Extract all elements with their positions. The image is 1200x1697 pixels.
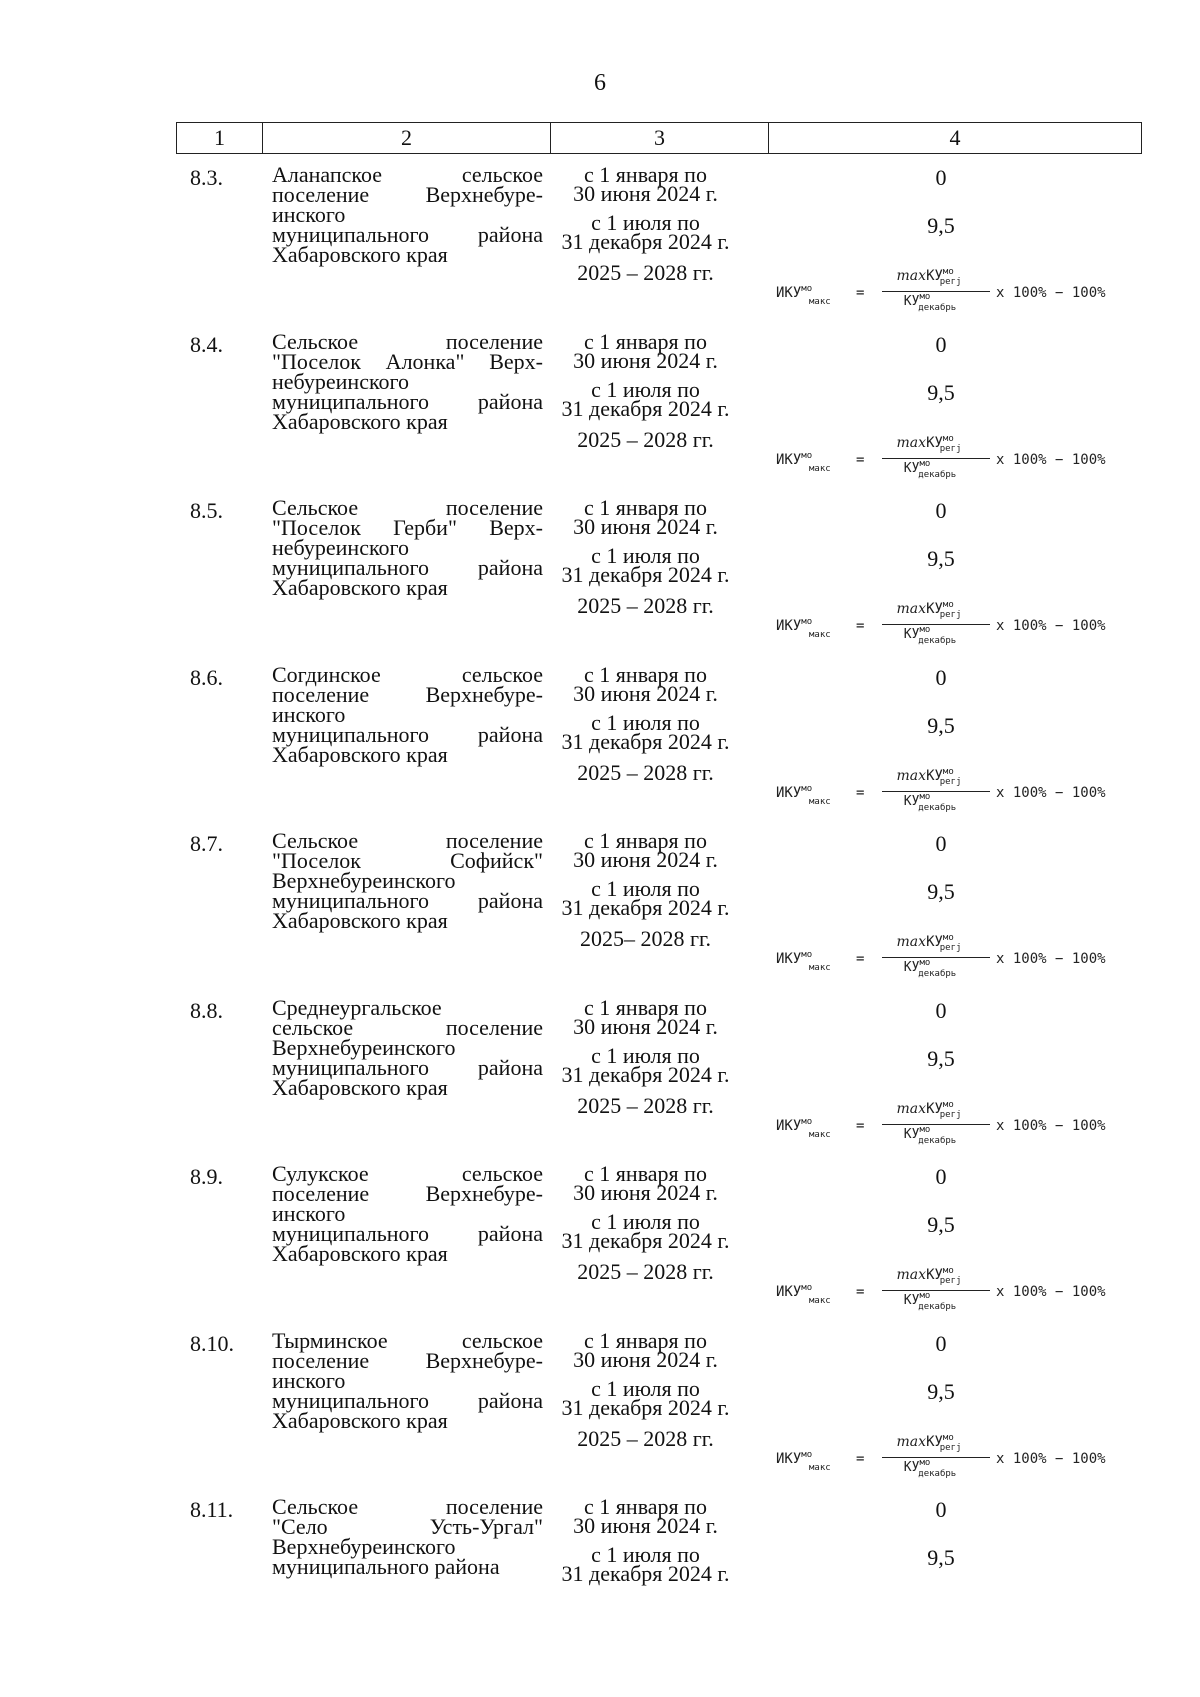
settlement-name <box>272 994 543 1100</box>
period-1-line-2: 30 июня 2024 г. <box>573 1180 718 1205</box>
period-2-line-1: с 1 июля по <box>591 1209 700 1234</box>
formula-den-sub: декабрь <box>918 969 957 979</box>
settlement-name-line: муниципального района <box>272 388 543 414</box>
formula-den-sup: мо <box>919 1457 931 1468</box>
formula-num-sub: регj <box>939 943 962 953</box>
formula-lhs-main: ИКУ <box>776 618 802 634</box>
row-number: 8.9. <box>190 1164 223 1189</box>
formula-tail: x 100% − 100% <box>996 951 1106 967</box>
formula-fraction-bar <box>882 791 990 792</box>
settlement-name <box>272 1161 543 1266</box>
formula-den-main: КУ <box>903 960 920 975</box>
formula-denominator <box>882 958 990 979</box>
period-1-line-2: 30 июня 2024 г. <box>573 347 718 373</box>
formula-den-main: КУ <box>903 1459 920 1475</box>
formula <box>776 1101 1136 1151</box>
formula-den-sub: декабрь <box>918 1302 957 1312</box>
value-1: 0 <box>935 997 947 1023</box>
period-3: 2025 – 2028 гг. <box>577 759 714 785</box>
formula-num-sup: мо <box>942 1432 954 1443</box>
formula-denominator <box>882 1457 990 1479</box>
settlement-name-line: Хабаровского края <box>272 908 448 933</box>
value-2: 9,5 <box>927 1212 955 1237</box>
value-2: 9,5 <box>927 1045 955 1071</box>
formula-den-main: КУ <box>903 793 920 809</box>
formula-num-sup: мо <box>942 1266 954 1276</box>
settlement-name-line: сельское поселение <box>272 1014 543 1040</box>
formula-num-sub: регj <box>939 610 962 620</box>
formula-lhs-main: ИКУ <box>776 1117 802 1134</box>
formula-lhs-sub: макс <box>809 297 831 307</box>
period-2-line-2: 31 декабря 2024 г. <box>561 1061 730 1087</box>
formula <box>776 768 1136 818</box>
value-2: 9,5 <box>927 546 955 571</box>
formula-num-sup: мо <box>942 267 954 277</box>
formula-denominator <box>882 791 990 813</box>
period-2-line-2: 31 декабря 2024 г. <box>561 1394 730 1420</box>
formula-numerator <box>882 1099 990 1120</box>
period-1-line-1: с 1 января по <box>584 661 707 687</box>
formula-tail: x 100% − 100% <box>996 618 1106 634</box>
formula-num-main: КУ <box>926 268 943 284</box>
period-3: 2025 – 2028 гг. <box>577 593 714 618</box>
settlement-name-line: муниципального района <box>272 1221 543 1246</box>
formula-num-sub: регj <box>939 776 962 787</box>
formula-fraction-bar <box>882 624 990 625</box>
formula-num-main: КУ <box>926 601 943 617</box>
settlement-name-line: Сельское поселение <box>272 828 543 853</box>
formula-equals: = <box>856 1284 865 1300</box>
row-number: 8.6. <box>190 664 223 690</box>
formula-tail: x 100% − 100% <box>996 1117 1106 1134</box>
formula-denominator <box>882 458 990 480</box>
formula-den-sup: мо <box>919 292 931 302</box>
formula-lhs-main: ИКУ <box>776 951 802 967</box>
formula-equals: = <box>856 784 865 801</box>
settlement-name <box>272 661 543 767</box>
formula-num-main: КУ <box>926 1100 943 1117</box>
row-number: 8.8. <box>190 997 223 1023</box>
value-2: 9,5 <box>927 1545 955 1570</box>
period-2-line-2: 31 декабря 2024 г. <box>561 395 730 421</box>
table-row <box>176 162 1142 325</box>
period-1-line-2: 30 июня 2024 г. <box>573 680 718 706</box>
formula-equals: = <box>856 951 865 967</box>
formula-lhs <box>776 1116 831 1140</box>
formula-denominator <box>882 1124 990 1146</box>
formula-fraction-bar <box>882 1457 990 1458</box>
table-row <box>176 1494 1142 1657</box>
table-row <box>176 661 1142 825</box>
period-1-line-2: 30 июня 2024 г. <box>573 514 718 539</box>
period-1-line-1: с 1 января по <box>584 328 707 354</box>
period-1-line-2: 30 июня 2024 г. <box>573 181 718 206</box>
formula-fraction-bar <box>882 957 990 958</box>
row-number: 8.5. <box>190 498 223 523</box>
formula-den-sup: мо <box>919 625 931 635</box>
formula-den-sup: мо <box>919 1124 931 1135</box>
formula-tail: x 100% − 100% <box>996 1450 1106 1467</box>
settlement-name-line: муниципального района <box>272 555 543 580</box>
table-row <box>176 828 1142 991</box>
value-1: 0 <box>935 498 947 523</box>
value-2: 9,5 <box>927 1378 955 1404</box>
formula-lhs <box>776 450 831 474</box>
value-1: 0 <box>935 331 947 357</box>
value-2: 9,5 <box>927 712 955 738</box>
header-col-1: 1 <box>177 123 263 153</box>
settlement-name <box>272 1494 543 1579</box>
settlement-name-line: Аланапское сельское <box>272 162 543 187</box>
period-2-line-1: с 1 июля по <box>591 709 700 735</box>
header-col-3: 3 <box>551 123 769 153</box>
value-2: 9,5 <box>927 213 955 238</box>
formula-max: max <box>896 767 927 784</box>
period-2-line-2: 31 декабря 2024 г. <box>561 562 730 587</box>
formula-num-sup: мо <box>942 600 954 610</box>
formula-lhs <box>776 617 831 640</box>
value-1: 0 <box>935 1330 947 1356</box>
period-2-line-1: с 1 июля по <box>591 1375 700 1401</box>
formula-equals: = <box>856 451 865 468</box>
value-1: 0 <box>935 1164 947 1189</box>
settlement-name-line: небуреинского <box>272 535 410 560</box>
formula-num-sub: регj <box>939 443 962 454</box>
settlement-name-line: инского <box>272 1201 346 1226</box>
formula-equals: = <box>856 1450 865 1467</box>
formula <box>776 1267 1136 1317</box>
table-header <box>176 122 1142 154</box>
formula-lhs <box>776 284 831 307</box>
settlement-name-line: Сельское поселение <box>272 328 543 354</box>
formula-lhs-sup: мо <box>801 950 813 960</box>
page-number: 6 <box>594 70 606 96</box>
formula-num-main: КУ <box>926 434 943 451</box>
formula-tail: x 100% − 100% <box>996 1284 1106 1300</box>
formula-den-sub: декабрь <box>918 802 957 813</box>
formula-den-main: КУ <box>903 460 920 476</box>
formula-num-main: КУ <box>926 767 943 784</box>
settlement-name-line: муниципального района <box>272 1554 500 1579</box>
period-3: 2025 – 2028 гг. <box>577 260 714 285</box>
settlement-name-line: инского <box>272 701 346 727</box>
formula-max: max <box>896 1433 927 1450</box>
formula <box>776 934 1136 984</box>
formula-fraction-bar <box>882 1124 990 1125</box>
settlement-name <box>272 495 543 600</box>
settlement-name-line: Хабаровского края <box>272 408 448 434</box>
value-2: 9,5 <box>927 879 955 904</box>
formula-max: max <box>896 268 927 284</box>
period-1-line-1: с 1 января по <box>584 994 707 1020</box>
table-row <box>176 1161 1142 1324</box>
formula-lhs-main: ИКУ <box>776 1284 802 1300</box>
formula <box>776 435 1136 485</box>
formula-den-main: КУ <box>903 1293 920 1308</box>
formula-num-main: КУ <box>926 1267 943 1283</box>
period-2-line-2: 31 декабря 2024 г. <box>561 229 730 254</box>
table-row <box>176 495 1142 658</box>
formula-max: max <box>896 434 927 451</box>
settlement-name-line: Среднеургальское <box>272 994 442 1020</box>
formula-numerator <box>882 433 990 454</box>
settlement-name-line: поселение Верхнебуре- <box>272 681 543 707</box>
period-2-line-1: с 1 июля по <box>591 1542 700 1567</box>
formula-lhs-main: ИКУ <box>776 285 802 301</box>
period-2-line-1: с 1 июля по <box>591 543 700 568</box>
formula-num-sup: мо <box>942 933 954 943</box>
period-1-line-1: с 1 января по <box>584 495 707 520</box>
formula-lhs-sup: мо <box>801 783 813 794</box>
formula-max: max <box>896 1267 927 1283</box>
formula-lhs-sup: мо <box>801 1283 813 1293</box>
period-1-line-2: 30 июня 2024 г. <box>573 1013 718 1039</box>
settlement-name-line: Хабаровского края <box>272 1074 448 1100</box>
settlement-name-line: Хабаровского края <box>272 1407 448 1433</box>
settlement-name <box>272 162 543 267</box>
formula-num-sub: регj <box>939 1109 962 1120</box>
settlement-name-line: Тырминское сельское <box>272 1327 543 1353</box>
formula-lhs-sub: макс <box>809 463 831 474</box>
formula-numerator <box>882 1266 990 1286</box>
formula-num-main: КУ <box>926 934 943 950</box>
settlement-name-line: муниципального района <box>272 888 543 913</box>
row-number: 8.7. <box>190 831 223 856</box>
period-3: 2025 – 2028 гг. <box>577 1259 714 1284</box>
formula-lhs-main: ИКУ <box>776 784 802 801</box>
formula-num-sub: регj <box>939 277 962 287</box>
settlement-name-line: "Поселок Герби" Верх- <box>272 515 543 540</box>
formula-lhs-main: ИКУ <box>776 1450 802 1467</box>
formula-lhs-sub: макс <box>809 1296 831 1306</box>
period-2-line-1: с 1 июля по <box>591 876 700 901</box>
formula-den-sub: декабрь <box>918 1135 957 1146</box>
period-2-line-2: 31 декабря 2024 г. <box>561 1561 730 1586</box>
formula-den-sup: мо <box>919 458 931 469</box>
settlement-name-line: инского <box>272 202 346 227</box>
period-1-line-1: с 1 января по <box>584 1327 707 1353</box>
settlement-name-line: Хабаровского края <box>272 242 448 267</box>
formula-fraction-bar <box>882 1290 990 1291</box>
formula-den-main: КУ <box>903 294 920 309</box>
settlement-name-line: Согдинское сельское <box>272 661 543 687</box>
formula-lhs-sub: макс <box>809 630 831 640</box>
settlement-name-line: Хабаровского края <box>272 575 448 600</box>
formula-lhs <box>776 950 831 973</box>
formula-lhs-sub: макс <box>809 1462 831 1473</box>
period-2-line-2: 31 декабря 2024 г. <box>561 1228 730 1253</box>
formula-tail: x 100% − 100% <box>996 451 1106 468</box>
header-col-2: 2 <box>263 123 551 153</box>
formula-numerator <box>882 600 990 620</box>
formula-denominator <box>882 625 990 646</box>
row-number: 8.11. <box>190 1497 234 1522</box>
table-row <box>176 328 1142 492</box>
settlement-name-line: Хабаровского края <box>272 1241 448 1266</box>
formula-den-sub: декабрь <box>918 303 957 313</box>
formula-den-sup: мо <box>919 958 931 968</box>
formula-fraction-bar <box>882 291 990 292</box>
period-1-line-1: с 1 января по <box>584 1161 707 1186</box>
formula-num-sup: мо <box>942 766 954 777</box>
settlement-name-line: Сулукское сельское <box>272 1161 543 1186</box>
formula-lhs-main: ИКУ <box>776 451 802 468</box>
formula-numerator <box>882 267 990 287</box>
formula-equals: = <box>856 285 865 301</box>
settlement-name-line: Сельское поселение <box>272 495 543 520</box>
formula-equals: = <box>856 1117 865 1134</box>
settlement-name-line: муниципального района <box>272 721 543 747</box>
formula-num-sub: регj <box>939 1442 962 1453</box>
period-3: 2025 – 2028 гг. <box>577 1092 714 1118</box>
settlement-name-line: Хабаровского края <box>272 741 448 767</box>
formula-max: max <box>896 601 927 617</box>
period-1-line-1: с 1 января по <box>584 1494 707 1519</box>
formula-den-sup: мо <box>919 791 931 802</box>
formula-num-sub: регj <box>939 1276 962 1286</box>
value-1: 0 <box>935 664 947 690</box>
formula-numerator <box>882 766 990 787</box>
settlement-name-line: поселение Верхнебуре- <box>272 182 543 207</box>
settlement-name-line: "Поселок Алонка" Верх- <box>272 348 543 374</box>
table-row <box>176 1327 1142 1491</box>
settlement-name-line: Верхнебуреинского <box>272 868 456 893</box>
formula-num-sup: мо <box>942 433 954 444</box>
settlement-name-line: муниципального района <box>272 222 543 247</box>
settlement-name-line: Сельское поселение <box>272 1494 543 1519</box>
formula-den-sup: мо <box>919 1291 931 1301</box>
settlement-name-line: Верхнебуреинского <box>272 1534 456 1559</box>
formula-den-main: КУ <box>903 627 920 642</box>
formula-lhs-sup: мо <box>801 450 813 461</box>
formula-lhs-sub: макс <box>809 796 831 807</box>
row-number: 8.10. <box>190 1330 234 1356</box>
header-col-4: 4 <box>949 125 961 150</box>
value-1: 0 <box>935 1497 947 1522</box>
settlement-name-line: муниципального района <box>272 1054 543 1080</box>
formula <box>776 601 1136 651</box>
formula-denominator <box>882 292 990 313</box>
formula-lhs <box>776 783 831 807</box>
formula-lhs-sub: макс <box>809 1129 831 1140</box>
period-1-line-2: 30 июня 2024 г. <box>573 847 718 872</box>
formula-den-main: КУ <box>903 1126 920 1142</box>
value-2: 9,5 <box>927 379 955 405</box>
formula-lhs-sup: мо <box>801 284 813 294</box>
settlement-name-line: "Село Усть-Ургал" <box>272 1514 543 1539</box>
period-2-line-1: с 1 июля по <box>591 210 700 235</box>
settlement-name <box>272 1327 543 1433</box>
formula-tail: x 100% − 100% <box>996 784 1106 801</box>
settlement-name-line: небуреинского <box>272 368 410 394</box>
value-1: 0 <box>935 165 947 190</box>
formula-max: max <box>896 1100 927 1117</box>
formula-lhs <box>776 1449 831 1473</box>
period-1-line-2: 30 июня 2024 г. <box>573 1513 718 1538</box>
table-row <box>176 994 1142 1158</box>
formula-den-sub: декабрь <box>918 1468 957 1479</box>
settlement-name-line: Верхнебуреинского <box>272 1034 456 1060</box>
formula-denominator <box>882 1291 990 1312</box>
formula <box>776 268 1136 318</box>
settlement-name-line: инского <box>272 1367 346 1393</box>
period-2-line-2: 31 декабря 2024 г. <box>561 895 730 920</box>
formula-fraction-bar <box>882 458 990 459</box>
formula-numerator <box>882 1432 990 1453</box>
value-1: 0 <box>935 831 947 856</box>
formula-num-main: КУ <box>926 1433 943 1450</box>
period-1-line-1: с 1 января по <box>584 828 707 853</box>
period-1-line-1: с 1 января по <box>584 162 707 187</box>
row-number: 8.4. <box>190 331 223 357</box>
formula-lhs-sub: макс <box>809 963 831 973</box>
period-2-line-1: с 1 июля по <box>591 376 700 402</box>
settlement-name-line: поселение Верхнебуре- <box>272 1347 543 1373</box>
period-2-line-2: 31 декабря 2024 г. <box>561 728 730 754</box>
formula <box>776 1434 1136 1484</box>
formula-lhs-sup: мо <box>801 617 813 627</box>
period-1-line-2: 30 июня 2024 г. <box>573 1346 718 1372</box>
row-number: 8.3. <box>190 165 223 190</box>
formula-numerator <box>882 933 990 953</box>
period-3: 2025 – 2028 гг. <box>577 1425 714 1451</box>
settlement-name-line: поселение Верхнебуре- <box>272 1181 543 1206</box>
settlement-name <box>272 828 543 933</box>
formula-lhs-sup: мо <box>801 1449 813 1460</box>
settlement-name-line: муниципального района <box>272 1387 543 1413</box>
formula-max: max <box>896 934 927 950</box>
formula-equals: = <box>856 618 865 634</box>
settlement-name-line: "Поселок Софийск" <box>272 848 543 873</box>
period-2-line-1: с 1 июля по <box>591 1042 700 1068</box>
formula-den-sub: декабрь <box>918 469 957 480</box>
formula-tail: x 100% − 100% <box>996 285 1106 301</box>
period-3: 2025 – 2028 гг. <box>577 426 714 452</box>
formula-lhs <box>776 1283 831 1306</box>
period-3: 2025– 2028 гг. <box>579 926 712 951</box>
settlement-name <box>272 328 543 434</box>
formula-lhs-sup: мо <box>801 1116 813 1127</box>
formula-den-sub: декабрь <box>918 636 957 646</box>
formula-num-sup: мо <box>942 1099 954 1110</box>
